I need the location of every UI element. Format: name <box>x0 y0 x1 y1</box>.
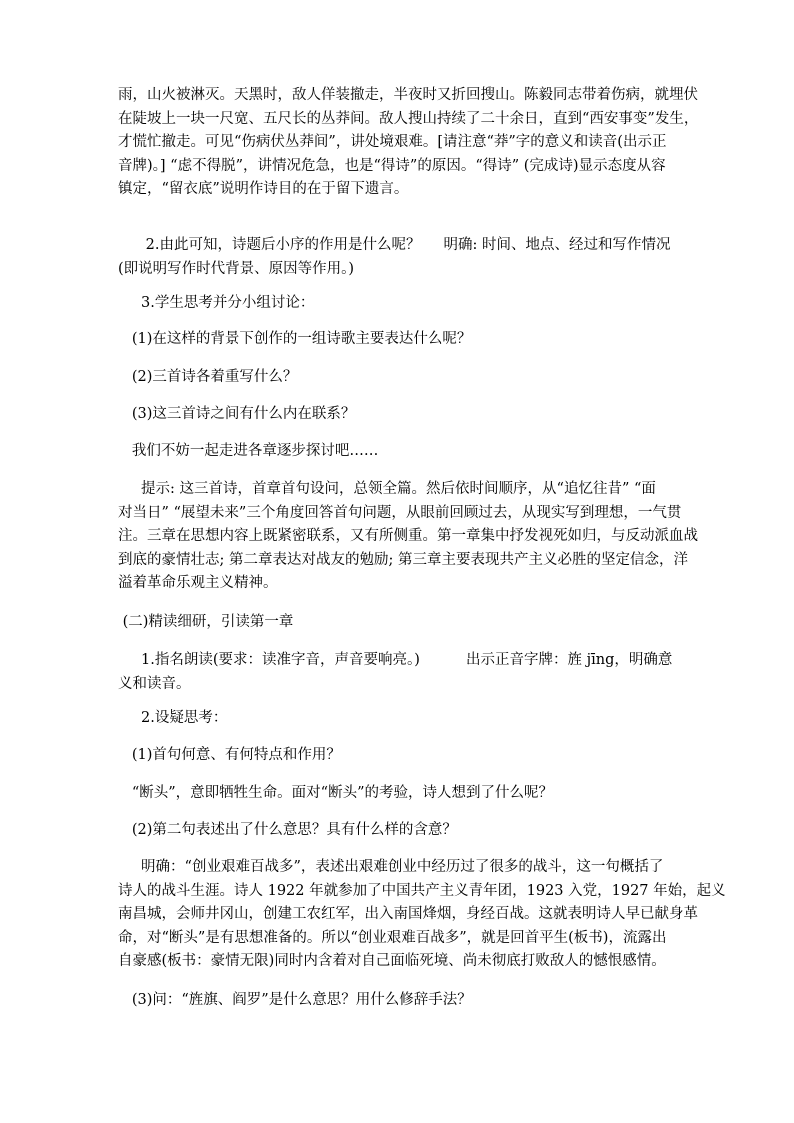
text-line: 对当日” “展望未来”三个角度回答首句问题，从眼前回顾过去，从现实写到理想，一气贯 <box>118 504 682 521</box>
transition-line <box>118 440 678 464</box>
question-first-line <box>118 744 678 768</box>
text-line: (1)在这样的背景下创作的一组诗歌主要表达什么呢？ <box>118 331 472 347</box>
paragraph-background-story <box>118 84 699 202</box>
text-line: 明确：“创业艰难百战多”，表述出艰难创业中经历过了很多的战斗，这一句概括了 <box>118 859 664 875</box>
text-line: 3.学生思考并分小组讨论： <box>118 295 315 311</box>
text-line: 1.指名朗读(要求：读准字音，声音要响亮。) 出示正音字牌：旌 jīng，明确意 <box>118 652 673 668</box>
text-line: 镇定，“留衣底”说明作诗目的在于留下遗言。 <box>118 181 409 197</box>
paragraph-questions-intro <box>118 707 678 731</box>
paragraph-explanation <box>118 856 726 974</box>
paragraph-reading <box>118 649 678 696</box>
paragraph-group-discussion <box>118 292 678 316</box>
text-line: 南昌城，会师井冈山，创建工农红军，出入南国烽烟，身经百战。这就表明诗人早已献身革 <box>118 906 698 922</box>
paragraph-hint <box>118 478 698 596</box>
text-line: 才慌忙撤走。可见“伤病伏丛莽间”，讲处境艰难。[请注意“莽”字的意义和读音(出示正 <box>118 134 667 150</box>
text-line: 溢着革命乐观主义精神。 <box>118 575 278 591</box>
text-line: 雨，山火被淋灭。天黑时，敌人佯装撤走，半夜时又折回搜山。陈毅同志带着伤病，就埋伏 <box>118 87 698 103</box>
question-3 <box>118 403 678 427</box>
text-line: 到底的豪情壮志; 第二章表达对战友的勉励; 第三章主要表现共产主义必胜的坚定信念，洋 <box>118 551 688 568</box>
text-line: (3)问：“旌旗、阎罗”是什么意思？用什么修辞手法？ <box>118 992 472 1008</box>
text-line: 义和读音。 <box>118 675 191 692</box>
paragraph-preface-role <box>118 234 678 281</box>
text-line: (2)第二句表述出了什么意思？具有什么样的含意？ <box>118 822 457 838</box>
text-line: 命，对“断头”是有思想准备的。所以“创业艰难百战多”，就是回首平生(板书)，流露出 <box>118 929 667 946</box>
text-line: 自豪感(板书：豪情无限)同时内含着对自己面临死境、尚未彻底打败敌人的憾恨感情。 <box>118 953 666 969</box>
question-third <box>118 989 678 1013</box>
text-line: 2.设疑思考： <box>118 710 228 726</box>
text-line: 诗人的战斗生涯。诗人 1922 年就参加了中国共产主义青年团，1923 入党，1927 年始，起义 <box>118 882 726 899</box>
text-line: 2.由此可知，诗题后小序的作用是什么呢？ 明确: 时间、地点、经过和写作情况 <box>118 237 671 253</box>
question-1 <box>118 328 678 352</box>
text-line: “断头”，意即牺牲生命。面对“断头”的考验，诗人想到了什么呢？ <box>118 785 553 801</box>
section-heading <box>118 611 678 635</box>
text-line: (1)首句何意、有何特点和作用？ <box>118 747 341 763</box>
text-line: 我们不妨一起走进各章逐步探讨吧…… <box>118 443 379 459</box>
text-line: (即说明写作时代背景、原因等作用。) <box>118 260 355 277</box>
question-second-line <box>118 819 678 843</box>
text-line: 提示: 这三首诗，首章首句设问，总领全篇。然后依时间顺序，从“追忆往昔” “面 <box>118 481 656 497</box>
text-line: (3)这三首诗之间有什么内在联系？ <box>118 406 356 422</box>
text-line: 音牌)。] “虑不得脱”，讲情况危急，也是“得诗”的原因。“得诗” (完成诗)显示态度从容 <box>118 157 666 174</box>
question-2 <box>118 366 678 390</box>
paragraph-duantou <box>118 782 678 806</box>
text-line: (二)精读细研，引读第一章 <box>118 614 294 630</box>
text-line: 在陡坡上一块一尺宽、五尺长的丛莽间。敌人搜山持续了二十余日，直到“西安事变”发生， <box>118 110 699 127</box>
text-line: (2)三首诗各着重写什么？ <box>118 369 298 385</box>
text-line: 注。三章在思想内容上既紧密联系，又有所侧重。第一章集中抒发视死如归，与反动派血战 <box>118 528 698 544</box>
